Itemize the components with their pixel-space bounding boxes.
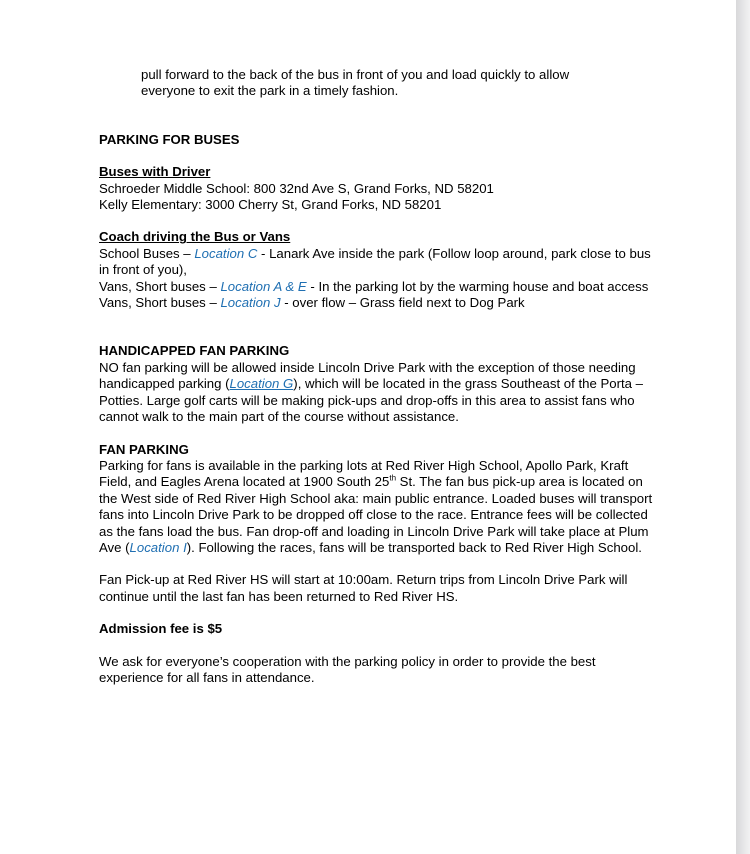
page-edge [736,0,750,854]
fan-parking-text: ). Following the races, fans will be transported back to Red River High School. [186,539,642,555]
fan-parking-text: Parking for fans is available in the parking lots at Red River High School, Apollo Park, Kraft Field, and Eagles Arena located at 1900 South 25 [99,457,629,490]
location-label: Location I [129,539,187,555]
driver-address: Schroeder Middle School: 800 32nd Ave S, Grand Forks, ND 58201 [99,180,494,196]
pickup-paragraph: Fan Pick-up at Red River HS will start at 10:00am. Return trips from Lincoln Drive Park will continue until the last fan has been returned to Red River HS. [99,572,628,604]
closing-paragraph: We ask for everyone’s cooperation with the parking policy in order to provide the best experience for all fans in attendance. [99,653,596,685]
driver-address: Kelly Elementary: 3000 Cherry St, Grand Forks, ND 58201 [99,197,442,213]
location-g-link[interactable]: Location G [229,376,294,392]
coach-item-text: - over flow – Grass field next to Dog Park [280,295,525,311]
fan-parking-text: St. The fan bus pick-up area is located on the West side of Red River High School aka: main public entrance. Loaded buses will transport fans into Lincoln Drive Park to be dropped off close to the race. Entrance fees will be collected as the fans load the bus. Fan drop-off and loading in Lincoln Drive Park will take place at Plum Ave ( [99,474,653,555]
ordinal-suffix: th [389,473,397,483]
buses-heading: PARKING FOR BUSES [99,131,240,147]
coach-item-text: - Lanark Ave inside the park (Follow loop around, park close to bus in front of you), [99,245,651,278]
coach-heading: Coach driving the Bus or Vans [99,229,291,245]
fan-parking-paragraph [99,458,659,556]
buses-driver-heading: Buses with Driver [99,164,211,180]
coach-item [99,279,659,295]
handicapped-text: NO fan parking will be allowed inside Lincoln Drive Park with the exception of those needing handicapped parking ( [99,359,636,392]
location-label: Location C [194,245,258,261]
coach-item-prefix: Vans, Short buses – [99,295,221,311]
coach-item-prefix: School Buses – [99,245,195,261]
coach-item [99,246,659,279]
handicapped-text: ), which will be located in the grass Southeast of the Porta – Potties. Large golf carts will be making pick-ups and drop-offs in this area to assist fans who cannot walk to the main part of the course without assistance. [99,376,643,425]
fan-parking-heading: FAN PARKING [99,441,189,457]
handicapped-heading: HANDICAPPED FAN PARKING [99,343,290,359]
admission-fee: Admission fee is $5 [99,621,223,637]
intro-line: pull forward to the back of the bus in front of you and load quickly to allow [141,67,570,82]
handicapped-paragraph [99,360,659,426]
coach-item-text: - In the parking lot by the warming house and boat access [306,278,649,294]
location-label: Location A & E [220,278,307,294]
document-content [99,67,659,686]
coach-item-prefix: Vans, Short buses – [99,278,221,294]
intro-line: everyone to exit the park in a timely fashion. [141,83,399,99]
location-label: Location J [220,295,281,311]
coach-item [99,295,659,311]
intro-paragraph [99,67,659,100]
